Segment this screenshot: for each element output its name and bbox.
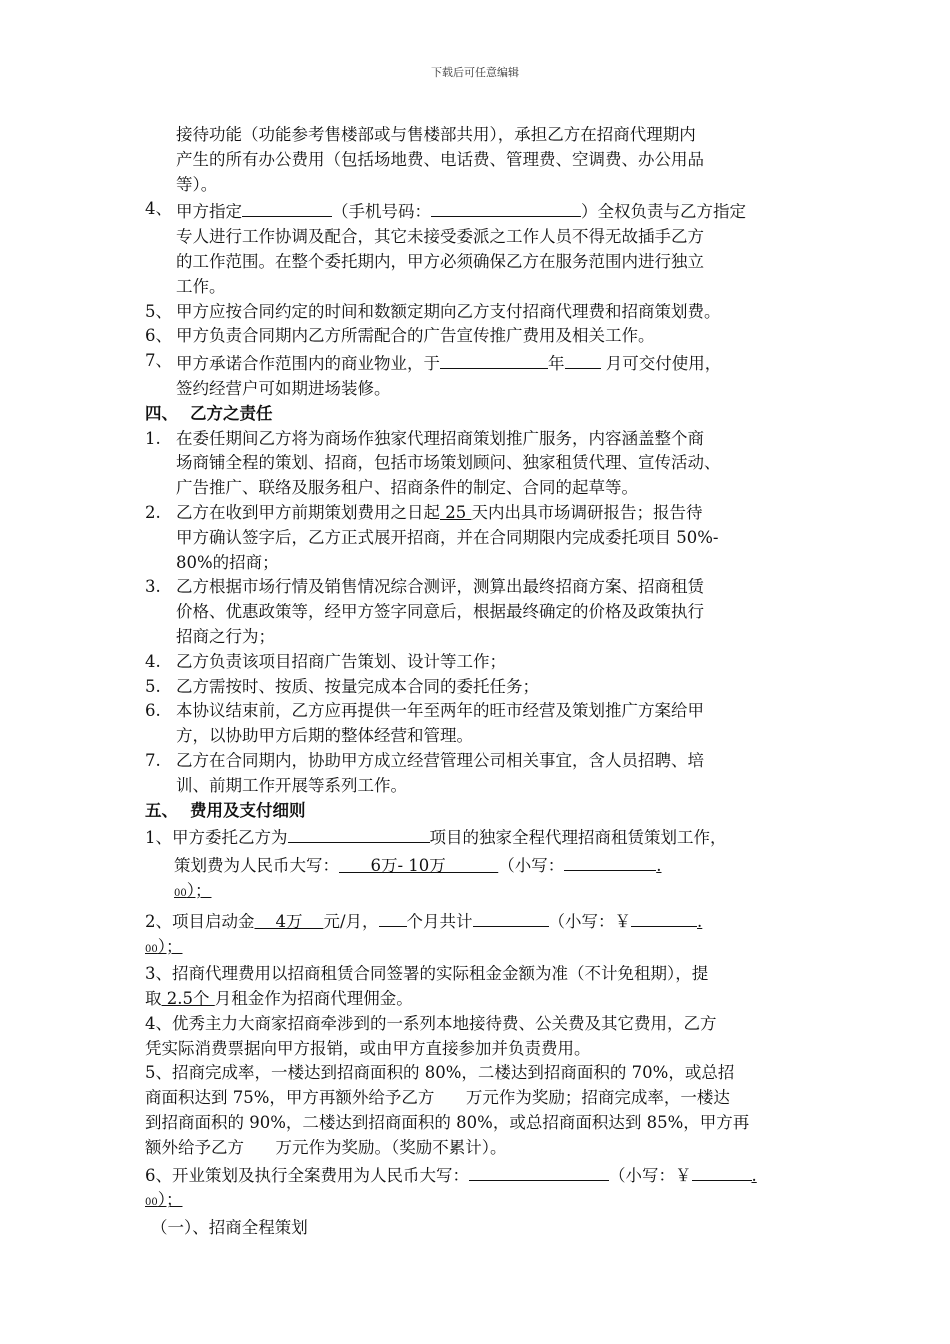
party-b-item-5 bbox=[145, 675, 820, 700]
fee-item-3 bbox=[145, 962, 820, 1012]
section-5-heading bbox=[145, 799, 820, 824]
item-number: 4、 bbox=[145, 199, 172, 219]
text-line: 价格、优惠政策等，经甲方签字同意后，根据最终确定的价格及政策执行 bbox=[176, 602, 704, 622]
text-line: 方，以协助甲方后期的整体经营和管理。 bbox=[176, 726, 473, 746]
item-number: 5. bbox=[145, 676, 161, 696]
item-number: 6、 bbox=[145, 326, 172, 346]
party-a-item-5 bbox=[145, 300, 820, 325]
section-title: 费用及支付细则 bbox=[190, 800, 306, 820]
item-number: 7. bbox=[145, 750, 161, 770]
cents-zero: 00 bbox=[145, 1197, 158, 1209]
text-line: 甲方确认签字后，乙方正式展开招商，并在合同期限内完成委托项目 50%- bbox=[176, 527, 719, 547]
text-segment: 天内出具市场调研报告；报告待 bbox=[471, 502, 703, 522]
blank-months bbox=[379, 907, 407, 927]
text-line: 专人进行工作协调及配合，其它未接受委派之工作人员不得无故插手乙方 bbox=[176, 227, 704, 247]
blank-total bbox=[473, 907, 549, 927]
blank-designee bbox=[242, 197, 332, 217]
blank-small-amount bbox=[631, 907, 697, 927]
section-title: 乙方之责任 bbox=[190, 403, 273, 423]
section-number: 五、 bbox=[145, 800, 178, 820]
blank-year bbox=[440, 349, 548, 369]
blank-phone bbox=[431, 197, 581, 217]
text-segment: 乙方在收到甲方前期策划费用之日起 bbox=[176, 502, 440, 522]
text-line: 甲方负责合同期内乙方所需配合的广告宣传推广费用及相关工作。 bbox=[176, 326, 655, 346]
text-line: 签约经营户可如期进场装修。 bbox=[176, 378, 391, 398]
text-segment: 2、项目启动金 bbox=[145, 911, 255, 931]
text-line: 招商之行为； bbox=[176, 626, 275, 646]
text-line: 额外给予乙方 万元作为奖励。（奖励不累计）。 bbox=[145, 1137, 507, 1157]
text-line: 4、优秀主力大商家招商牵涉到的一系列本地接待费、公关费及其它费用，乙方 bbox=[145, 1013, 717, 1033]
decimal-point: . bbox=[656, 856, 662, 876]
text-segment: 个月共计 bbox=[406, 911, 473, 931]
text-line: 本协议结束前，乙方应再提供一年至两年的旺市经营及策划推广方案给甲 bbox=[176, 701, 704, 721]
text-line: 等）。 bbox=[176, 174, 218, 194]
party-a-item-7 bbox=[145, 349, 820, 402]
text-line: 场商铺全程的策划、招商，包括市场策划顾问、独家租赁代理、宣传活动、 bbox=[176, 453, 721, 473]
text-segment: 月可交付使用， bbox=[600, 354, 722, 374]
text-line: 产生的所有办公费用（包括场地费、电话费、管理费、空调费、办公用品 bbox=[176, 149, 704, 169]
page-header: 下载后可任意编辑 bbox=[431, 66, 519, 79]
text-line: 乙方根据市场行情及销售情况综合测评，测算出最终招商方案、招商租赁 bbox=[176, 577, 704, 597]
text-line: 3、招商代理费用以招商租赁合同签署的实际租金金额为准（不计免租期），提 bbox=[145, 964, 709, 984]
blank-small-amount bbox=[692, 1161, 752, 1181]
fee-item-6 bbox=[145, 1161, 820, 1217]
underlined-days: 25 bbox=[440, 502, 472, 522]
contract-body bbox=[145, 123, 820, 1241]
text-line: 乙方需按时、按质、按量完成本合同的委托任务； bbox=[176, 676, 539, 696]
item-number: 2. bbox=[145, 502, 161, 522]
blank-small-amount bbox=[564, 851, 656, 871]
text-segment: ）； bbox=[186, 880, 212, 900]
text-line: 乙方在合同期内，协助甲方成立经营管理公司相关事宜，含人员招聘、培 bbox=[176, 750, 704, 770]
item-number: 4. bbox=[145, 651, 161, 671]
party-b-item-7 bbox=[145, 749, 820, 799]
text-segment: ）； bbox=[157, 1190, 183, 1210]
text-line: 工作。 bbox=[176, 276, 226, 296]
text-segment: ）； bbox=[157, 936, 183, 956]
text-segment: ）全权负责与乙方指定 bbox=[581, 202, 746, 222]
text-line: 的工作范围。在整个委托期内，甲方必须确保乙方在服务范围内进行独立 bbox=[176, 251, 704, 271]
item-number: 3. bbox=[145, 577, 161, 597]
decimal-point: . bbox=[751, 1165, 757, 1185]
text-segment: 策划费为人民币大写： bbox=[174, 856, 339, 876]
item-number: 5、 bbox=[145, 301, 172, 321]
text-line: 到招商面积的 90%，二楼达到招商面积的 80%，或总招商面积达到 85%，甲方再 bbox=[145, 1113, 750, 1133]
text-segment: （小写：￥ bbox=[609, 1165, 692, 1185]
text-segment: 项目的独家全程代理招商租赁策划工作， bbox=[429, 828, 727, 848]
underlined-amount: 4万 bbox=[254, 911, 324, 931]
subsection-heading: （一）、招商全程策划 bbox=[151, 1218, 308, 1238]
blank-month bbox=[565, 349, 601, 369]
blank-amount bbox=[469, 1161, 609, 1181]
decimal-point: . bbox=[697, 911, 703, 931]
text-segment: （小写： bbox=[498, 856, 565, 876]
text-segment: （小写：￥ bbox=[548, 911, 632, 931]
fee-item-1 bbox=[145, 823, 820, 906]
party-b-item-1 bbox=[145, 427, 820, 501]
item-number: 1. bbox=[145, 428, 161, 448]
fee-item-4 bbox=[145, 1012, 820, 1062]
text-segment: 6、开业策划及执行全案费用为人民币大写： bbox=[145, 1165, 469, 1185]
text-line: 5、招商完成率，一楼达到招商面积的 80%，二楼达到招商面积的 70%，或总招 bbox=[145, 1063, 735, 1083]
fee-item-2 bbox=[145, 907, 820, 963]
text-line: 商面积达到 75%，甲方再额外给予乙方 万元作为奖励；招商完成率，一楼达 bbox=[145, 1088, 730, 1108]
text-segment: 甲方指定 bbox=[176, 202, 242, 222]
text-segment: 1、甲方委托乙方为 bbox=[145, 828, 288, 848]
item-number: 7、 bbox=[145, 351, 172, 371]
underlined-months: 2.5个 bbox=[161, 989, 215, 1009]
party-b-item-4 bbox=[145, 650, 820, 675]
item-3-continuation bbox=[145, 123, 820, 197]
text-line: 80%的招商； bbox=[176, 552, 279, 572]
text-line: 广告推广、联络及服务租户、招商条件的制定、合同的起草等。 bbox=[176, 478, 638, 498]
text-line: 训、前期工作开展等系列工作。 bbox=[176, 775, 407, 795]
party-b-item-2 bbox=[145, 501, 820, 575]
underlined-amount: 6万- 10万 bbox=[339, 856, 499, 876]
cents-zero: 00 bbox=[174, 887, 187, 899]
cents-zero: 00 bbox=[145, 943, 158, 955]
text-segment: 取 bbox=[145, 989, 162, 1009]
party-b-item-6 bbox=[145, 699, 820, 749]
text-segment: （手机号码： bbox=[332, 202, 431, 222]
text-line: 接待功能（功能参考售楼部或与售楼部共用），承担乙方在招商代理期内 bbox=[176, 125, 696, 144]
text-line: 乙方负责该项目招商广告策划、设计等工作； bbox=[176, 651, 506, 671]
party-b-item-3 bbox=[145, 575, 820, 649]
section-4-heading bbox=[145, 402, 820, 427]
party-a-item-6 bbox=[145, 324, 820, 349]
section-number: 四、 bbox=[145, 403, 178, 423]
party-a-item-4 bbox=[145, 197, 820, 299]
text-segment: 甲方承诺合作范围内的商业物业，于 bbox=[176, 354, 440, 374]
text-segment: 年 bbox=[548, 354, 565, 374]
text-line: 甲方应按合同约定的时间和数额定期向乙方支付招商代理费和招商策划费。 bbox=[176, 301, 721, 321]
item-number: 6. bbox=[145, 701, 161, 721]
blank-project-name bbox=[288, 823, 430, 843]
text-segment: 元/月， bbox=[323, 911, 379, 931]
text-segment: 月租金作为招商代理佣金。 bbox=[214, 989, 413, 1009]
fee-item-5 bbox=[145, 1061, 820, 1160]
text-line: 在委任期间乙方将为商场作独家代理招商策划推广服务，内容涵盖整个商 bbox=[176, 428, 704, 448]
text-line: 凭实际消费票据向甲方报销，或由甲方直接参加并负责费用。 bbox=[145, 1038, 591, 1058]
